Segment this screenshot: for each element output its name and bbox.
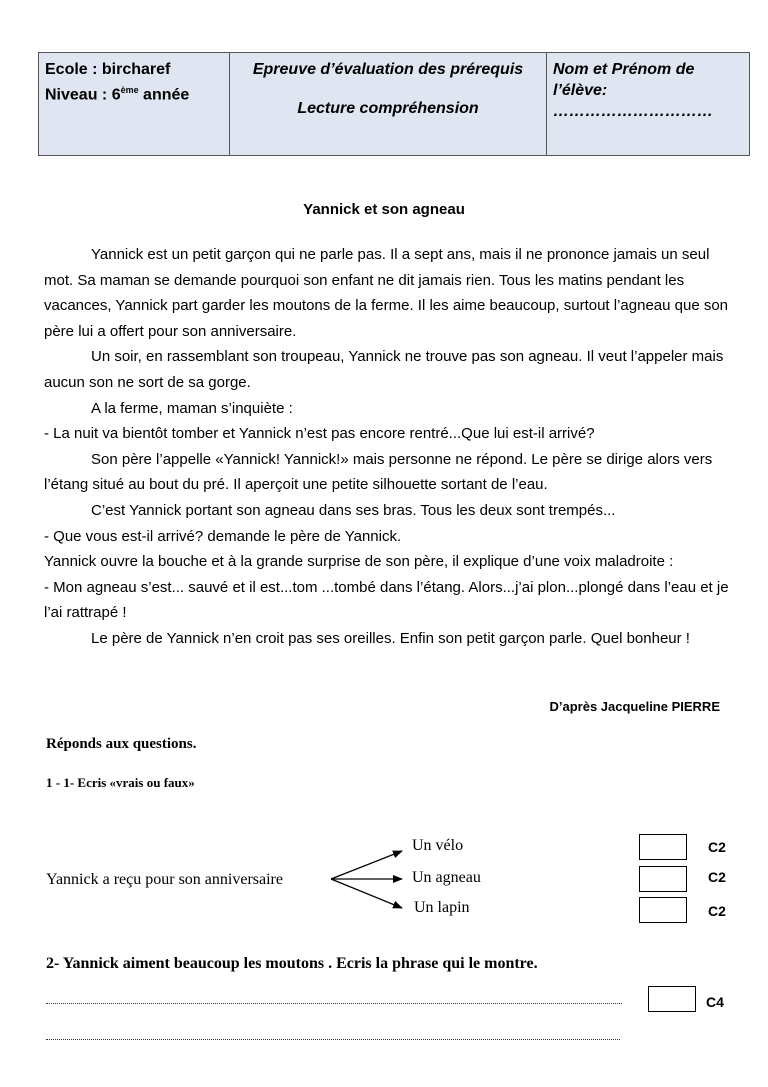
competence-code-q2: C4 [706, 994, 724, 1010]
story-paragraph: - Que vous est-il arrivé? demande le père de Yannick. [44, 527, 402, 545]
questions-heading: Réponds aux questions. [46, 736, 197, 752]
school-name: Ecole : bircharef [45, 61, 171, 78]
story-title: Yannick et son agneau [303, 201, 465, 218]
competence-code: C2 [708, 869, 726, 885]
option-agneau: Un agneau [412, 869, 481, 886]
story-paragraph: - Mon agneau s’est... sauvé et il est...tom ...tombé dans l’étang. Alors...j’ai plon...plongé dans l’eau et je l’ai rattrapé ! [44, 578, 729, 622]
story-paragraph: Yannick ouvre la bouche et à la grande surprise de son père, il explique d’une voix maladroite : [44, 553, 674, 571]
option-lapin: Un lapin [414, 899, 470, 916]
answer-line-2[interactable] [46, 1039, 620, 1040]
name-label-2: l’élève: [553, 82, 608, 99]
exam-subject: Lecture compréhension [297, 100, 479, 117]
story-author: D’après Jacqueline PIERRE [549, 699, 720, 714]
story-paragraph: C’est Yannick portant son agneau dans ses bras. Tous les deux sont trempés... [91, 501, 616, 519]
exam-title: Epreuve d’évaluation des prérequis [252, 61, 524, 78]
level: Niveau : 6ème année [45, 85, 190, 104]
story-paragraph: Le père de Yannick n’en croit pas ses oreilles. Enfin son petit garçon parle. Quel bonheur ! [91, 629, 690, 647]
option-velo: Un vélo [412, 837, 464, 854]
competence-code: C2 [708, 839, 726, 855]
answer-line-1[interactable] [46, 1003, 622, 1004]
story-paragraph: Un soir, en rassemblant son troupeau, Yannick ne trouve pas son agneau. Il veut l’appeler mais aucun son ne sort de sa gorge. [44, 348, 724, 391]
answer-box-velo[interactable] [639, 834, 687, 860]
answer-box-q2[interactable] [648, 986, 696, 1012]
question-1-sentence: Yannick a reçu pour son anniversaire [46, 871, 283, 888]
question-1-label: 1 - 1- Ecris «vrais ou faux» [46, 775, 195, 790]
answer-box-lapin[interactable] [639, 897, 687, 923]
competence-code: C2 [708, 903, 726, 919]
story-paragraph: Son père l’appelle «Yannick! Yannick!» mais personne ne répond. Le père se dirige alors vers l’étang situé au bout du pré. Il aperçoit une petite silhouette sortant de l’eau. [44, 450, 713, 494]
name-label: Nom et Prénom de [553, 61, 695, 78]
story-paragraph: - La nuit va bientôt tomber et Yannick n’est pas encore rentré...Que lui est-il arrivé? [44, 425, 595, 443]
arrow-1 [331, 851, 402, 879]
answer-box-agneau[interactable] [639, 866, 687, 892]
story-paragraph: A la ferme, maman s’inquiète : [91, 399, 293, 417]
arrow-3 [331, 879, 402, 908]
question-2-label: 2- Yannick aiment beaucoup les moutons . Ecris la phrase qui le montre. [46, 955, 538, 972]
story-paragraph: Yannick est un petit garçon qui ne parle pas. Il a sept ans, mais il ne prononce jamais un seul mot. Sa maman se demande pourquoi son enfant ne dit jamais rien. Tous les matins pendant les vacances, Yannick part garder les moutons de la ferme. Il les aime beaucoup, surtout l’agneau que son père lui a offert pour son anniversaire. [44, 246, 729, 340]
name-field[interactable]: ………………………… [553, 103, 713, 120]
